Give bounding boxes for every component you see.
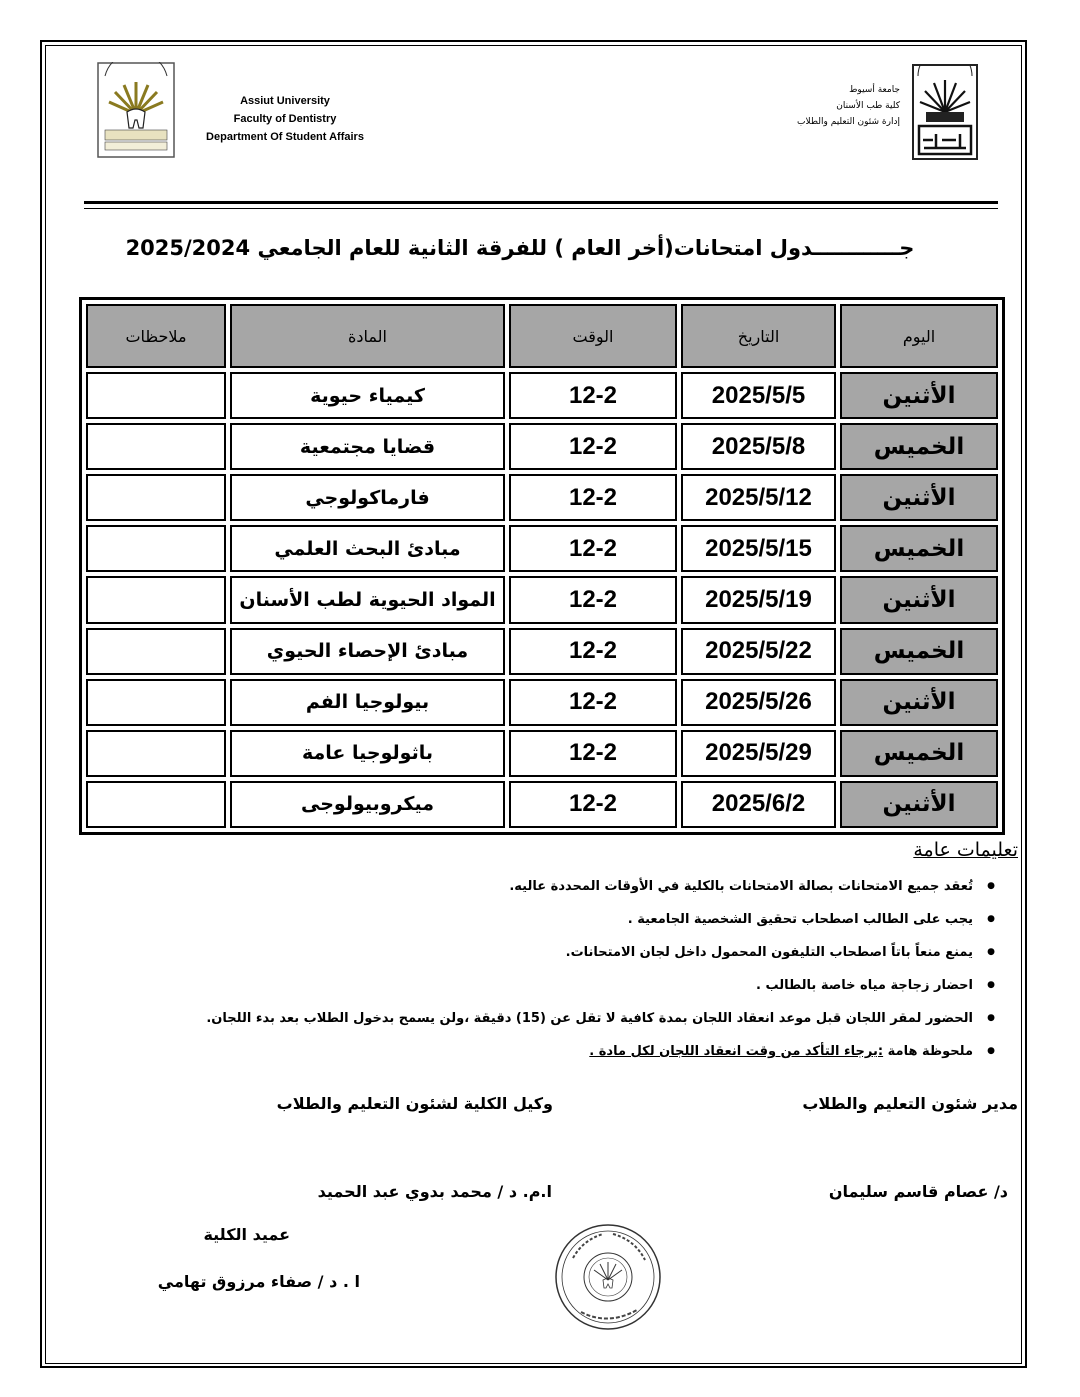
cell-date: 2025/6/2 <box>681 781 836 828</box>
cell-date: 2025/5/22 <box>681 628 836 675</box>
cell-notes <box>86 423 226 470</box>
arabic-header <box>740 82 900 130</box>
list-item: ● احضار زجاجة مياه خاصة بالطالب . <box>95 969 995 1002</box>
official-stamp <box>553 1222 663 1332</box>
cell-subject: كيمياء حيوية <box>230 372 505 419</box>
cell-date: 2025/5/8 <box>681 423 836 470</box>
list-item: ● الحضور لمقر اللجان قبل موعد انعقاد اللجان بمدة كافية لا تقل عن (15) دقيقة ،ولن يسمح بدخول الطلاب بعد بدء اللجان. <box>95 1002 995 1035</box>
title-first-letter: جـ <box>892 236 915 260</box>
cell-subject: مبادئ الإحصاء الحيوي <box>230 628 505 675</box>
exam-schedule-table <box>79 297 1005 835</box>
cell-notes <box>86 730 226 777</box>
list-item: ● يجب على الطالب اصطحاب تحقيق الشخصية الجامعية . <box>95 903 995 936</box>
list-item: ● تُعقد جميع الامتحانات بصالة الامتحانات بالكلية في الأوقات المحددة عاليه. <box>95 870 995 903</box>
cell-subject: فارماكولوجي <box>230 474 505 521</box>
university-logo <box>912 64 978 160</box>
university-name-ar: جامعة أسيوط <box>849 85 900 95</box>
faculty-name-ar: كلية طب الأسنان <box>836 101 900 111</box>
header-date: التاريخ <box>681 304 836 368</box>
header-notes: ملاحظات <box>86 304 226 368</box>
cell-time: 12-2 <box>509 679 677 726</box>
list-item: ● يمنع منعاً باتاً اصطحاب التليفون المحمول داخل لجان الامتحانات. <box>95 936 995 969</box>
page-title <box>120 236 920 260</box>
cell-notes <box>86 576 226 623</box>
header-time: الوقت <box>509 304 677 368</box>
cell-notes <box>86 679 226 726</box>
cell-day: الأثنين <box>840 474 998 521</box>
cell-time: 12-2 <box>509 372 677 419</box>
cell-notes <box>86 474 226 521</box>
department-name-ar: إدارة شئون التعليم والطلاب <box>797 117 900 127</box>
cell-subject: باثولوجيا عامة <box>230 730 505 777</box>
cell-notes <box>86 525 226 572</box>
vice-dean-name: ا.م. د / محمد بدوي عبد الحميد <box>317 1182 552 1201</box>
cell-time: 12-2 <box>509 576 677 623</box>
table-row <box>86 372 998 419</box>
cell-day: الأثنين <box>840 576 998 623</box>
english-header <box>190 92 380 146</box>
cell-date: 2025/5/19 <box>681 576 836 623</box>
cell-subject: بيولوجيا الفم <box>230 679 505 726</box>
cell-date: 2025/5/15 <box>681 525 836 572</box>
cell-day: الخميس <box>840 525 998 572</box>
faculty-name-en: Faculty of Dentistry <box>233 113 337 125</box>
cell-subject: ميكروبيولوجى <box>230 781 505 828</box>
cell-time: 12-2 <box>509 525 677 572</box>
dean-title: عميد الكلية <box>203 1225 290 1244</box>
director-name: د/ عصام قاسم سليمان <box>828 1182 1008 1201</box>
cell-day: الخميس <box>840 423 998 470</box>
cell-day: الأثنين <box>840 679 998 726</box>
note-label: ملحوظة هامة <box>887 1044 973 1059</box>
cell-day: الخميس <box>840 628 998 675</box>
director-title: مدير شئون التعليم والطلاب <box>802 1094 1018 1113</box>
table-row <box>86 628 998 675</box>
cell-date: 2025/5/29 <box>681 730 836 777</box>
header-divider-thick <box>84 201 998 204</box>
table-row <box>86 781 998 828</box>
table-row <box>86 679 998 726</box>
cell-day: الأثنين <box>840 372 998 419</box>
table-row <box>86 525 998 572</box>
cell-notes <box>86 372 226 419</box>
department-name-en: Department Of Student Affairs <box>206 131 364 143</box>
cell-subject: قضايا مجتمعية <box>230 423 505 470</box>
dean-name: ا . د / صفاء مرزوق تهامي <box>157 1272 360 1291</box>
instructions-heading: تعليمات عامة <box>913 839 1018 861</box>
table-row <box>86 730 998 777</box>
cell-subject: المواد الحيوية لطب الأسنان <box>230 576 505 623</box>
faculty-logo <box>97 62 175 158</box>
header-subject: المادة <box>230 304 505 368</box>
cell-time: 12-2 <box>509 628 677 675</box>
table-row <box>86 576 998 623</box>
instructions-list <box>95 870 995 1068</box>
table-header-row <box>86 304 998 368</box>
cell-date: 2025/5/12 <box>681 474 836 521</box>
cell-notes <box>86 781 226 828</box>
cell-notes <box>86 628 226 675</box>
cell-date: 2025/5/26 <box>681 679 836 726</box>
header-divider-thin <box>84 208 998 209</box>
table-row <box>86 474 998 521</box>
table-row <box>86 423 998 470</box>
cell-day: الخميس <box>840 730 998 777</box>
title-dash: ــــــــــ <box>820 236 893 260</box>
cell-subject: مبادئ البحث العلمي <box>230 525 505 572</box>
title-text: ـدول امتحانات(أخر العام ) للفرقة الثانية للعام الجامعي 2025/2024 <box>125 236 821 260</box>
cell-time: 12-2 <box>509 423 677 470</box>
cell-time: 12-2 <box>509 474 677 521</box>
important-note <box>95 1035 995 1068</box>
note-text: :يرجاء التأكد من وقت انعقاد اللجان لكل مادة . <box>589 1044 884 1059</box>
university-name-en: Assiut University <box>240 95 330 107</box>
vice-dean-title: وكيل الكلية لشئون التعليم والطلاب <box>276 1094 553 1113</box>
header-day: اليوم <box>840 304 998 368</box>
cell-time: 12-2 <box>509 781 677 828</box>
cell-day: الأثنين <box>840 781 998 828</box>
cell-time: 12-2 <box>509 730 677 777</box>
cell-date: 2025/5/5 <box>681 372 836 419</box>
